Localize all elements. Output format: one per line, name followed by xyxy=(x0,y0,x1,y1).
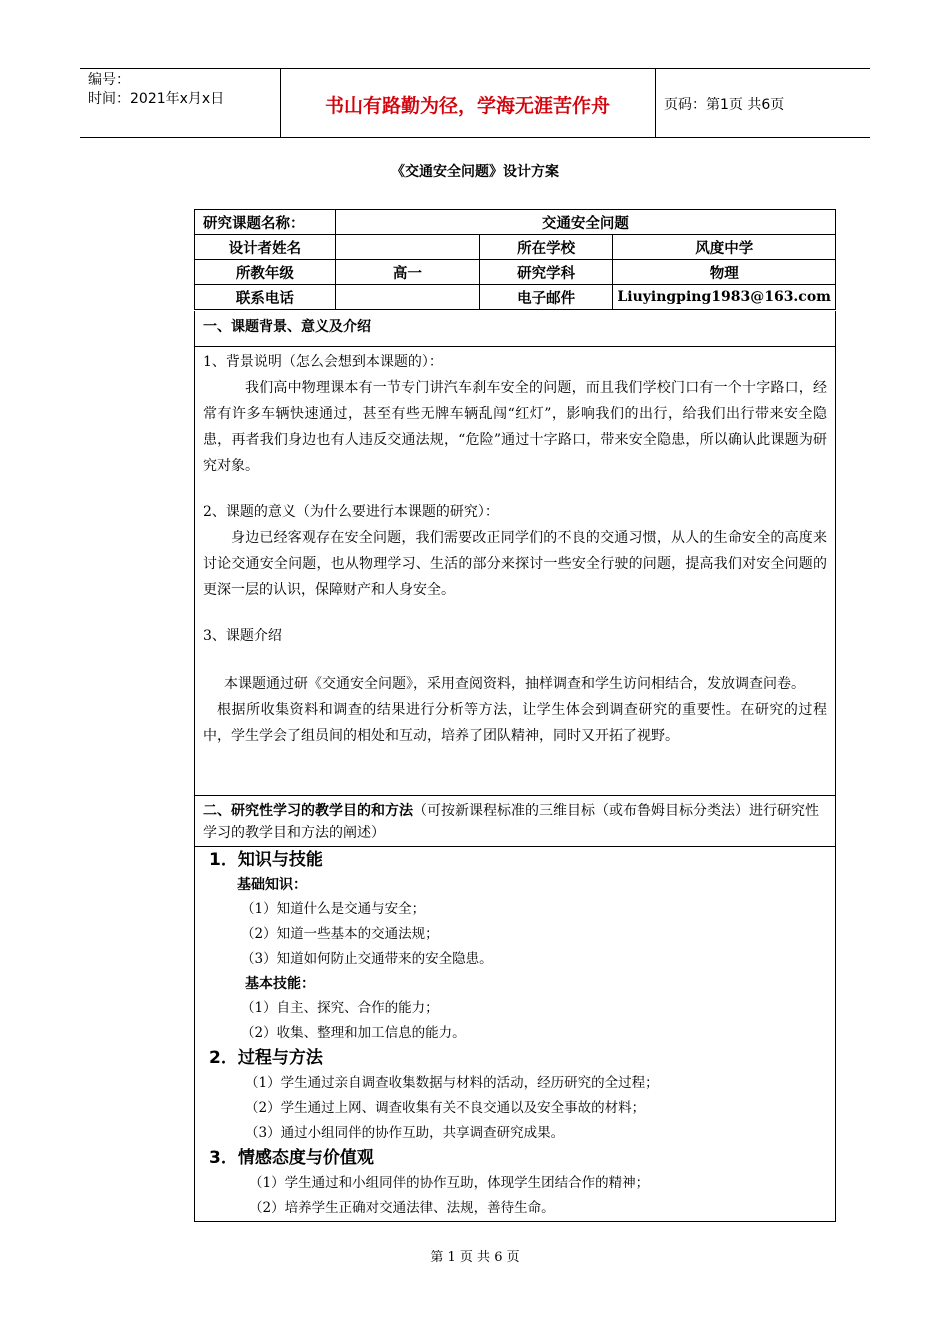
phone-value xyxy=(335,285,479,310)
meaning-text: 身边已经客观存在安全问题，我们需要改正同学们的不良的交通习惯，从人的生命安全的高度来讨论交通安全问题，也从物理学习、生活的部分来探讨一些安全行驶的问题，提高我们对安全问题的更深一层的认识，保障财产和人身安全。 xyxy=(203,530,827,598)
list-item: （2）培养学生正确对交通法律、法规，善待生命。 xyxy=(249,1200,555,1216)
header-page-label: 页码：第1页 共6页 xyxy=(664,97,785,113)
header-divider xyxy=(655,69,656,137)
list-item: （1）学生通过亲自调查收集数据与材料的活动，经历研究的全过程； xyxy=(245,1075,659,1091)
table-row xyxy=(195,260,836,285)
date-label: 时间：2021年x月x日 xyxy=(88,91,225,107)
intro-heading: 3、课题介绍 xyxy=(203,628,282,644)
topic-value: 交通安全问题 xyxy=(335,210,835,235)
school-value: 风度中学 xyxy=(613,235,836,260)
phone-label: 联系电话 xyxy=(195,285,336,310)
list-item: （2）收集、整理和加工信息的能力。 xyxy=(241,1025,466,1041)
list-item: （2）学生通过上网、调查收集有关不良交通以及安全事故的材料； xyxy=(245,1100,646,1116)
header-meta xyxy=(88,71,278,109)
section1-title: 一、课题背景、意义及介绍 xyxy=(203,319,371,335)
info-table xyxy=(194,209,836,310)
section2-title xyxy=(195,796,835,848)
page-header xyxy=(80,68,870,138)
subject-label: 研究学科 xyxy=(479,260,612,285)
table-row xyxy=(195,285,836,310)
section1-body xyxy=(194,347,836,796)
section1-title-box xyxy=(194,311,836,347)
list-item: （3）知道如何防止交通带来的安全隐患。 xyxy=(241,951,493,967)
intro-text-2: 根据所收集资料和调查的结果进行分析等方法，让学生体会到调查研究的重要性。在研究的过程中，学生学会了组员间的相处和互动，培养了团队精神，同时又开拓了视野。 xyxy=(203,702,827,744)
list-item: （2）知道一些基本的交通法规； xyxy=(241,926,439,942)
list-item: （3）通过小组同伴的协作互助，共享调查研究成果。 xyxy=(245,1125,565,1141)
email-value: Liuyingping1983@163.com xyxy=(613,285,836,310)
list-item: （1）学生通过和小组同伴的协作互助，体现学生团结合作的精神； xyxy=(249,1175,650,1191)
list-item: （1）自主、探究、合作的能力； xyxy=(241,1000,439,1016)
document-title: 《交通安全问题》设计方案 xyxy=(391,164,559,180)
table-row xyxy=(195,235,836,260)
number-label: 编号： xyxy=(88,72,130,88)
emotion-value-title: 3．情感态度与价值观 xyxy=(209,1148,374,1168)
section2-title-note: （可按新课程标准的三维目标（或布鲁姆目标分类法）进行研究性学习的教学目和方法的阐述） xyxy=(203,803,819,841)
list-item: （1）知道什么是交通与安全； xyxy=(241,901,426,917)
section2-title-box xyxy=(194,796,836,847)
meaning-heading: 2、课题的意义（为什么要进行本课题的研究）： xyxy=(203,504,499,520)
basic-skill-heading: 基本技能： xyxy=(245,976,315,992)
basic-knowledge-heading: 基础知识： xyxy=(237,877,307,893)
subject-value: 物理 xyxy=(613,260,836,285)
page-footer: 第 1 页 共 6 页 xyxy=(430,1250,520,1265)
designer-value xyxy=(335,235,479,260)
email-label: 电子邮件 xyxy=(479,285,612,310)
background-heading: 1、背景说明（怎么会想到本课题的）： xyxy=(203,354,443,370)
grade-value: 高一 xyxy=(335,260,479,285)
section2-title-main: 二、研究性学习的教学目的和方法 xyxy=(203,803,413,819)
school-label: 所在学校 xyxy=(479,235,612,260)
header-motto: 书山有路勤为径，学海无涯苦作舟 xyxy=(324,95,610,117)
intro-text-1: 本课题通过研《交通安全问题》，采用查阅资料，抽样调查和学生访问相结合，发放调查问卷。 xyxy=(224,676,805,692)
background-text: 我们高中物理课本有一节专门讲汽车刹车安全的问题，而且我们学校门口有一个十字路口，经常有许多车辆快速通过，甚至有些无牌车辆乱闯“红灯”，影响我们的出行，给我们出行带来安全隐患，再者我们身边也有人违反交通法规，“危险”通过十字路口，带来安全隐患，所以确认此课题为研究对象。 xyxy=(203,380,827,474)
process-method-title: 2．过程与方法 xyxy=(209,1048,323,1068)
table-row xyxy=(195,210,836,235)
knowledge-skill-title: 1．知识与技能 xyxy=(209,850,323,870)
topic-label: 研究课题名称： xyxy=(195,210,336,235)
grade-label: 所教年级 xyxy=(195,260,336,285)
designer-label: 设计者姓名 xyxy=(195,235,336,260)
section2-body xyxy=(194,847,836,1222)
